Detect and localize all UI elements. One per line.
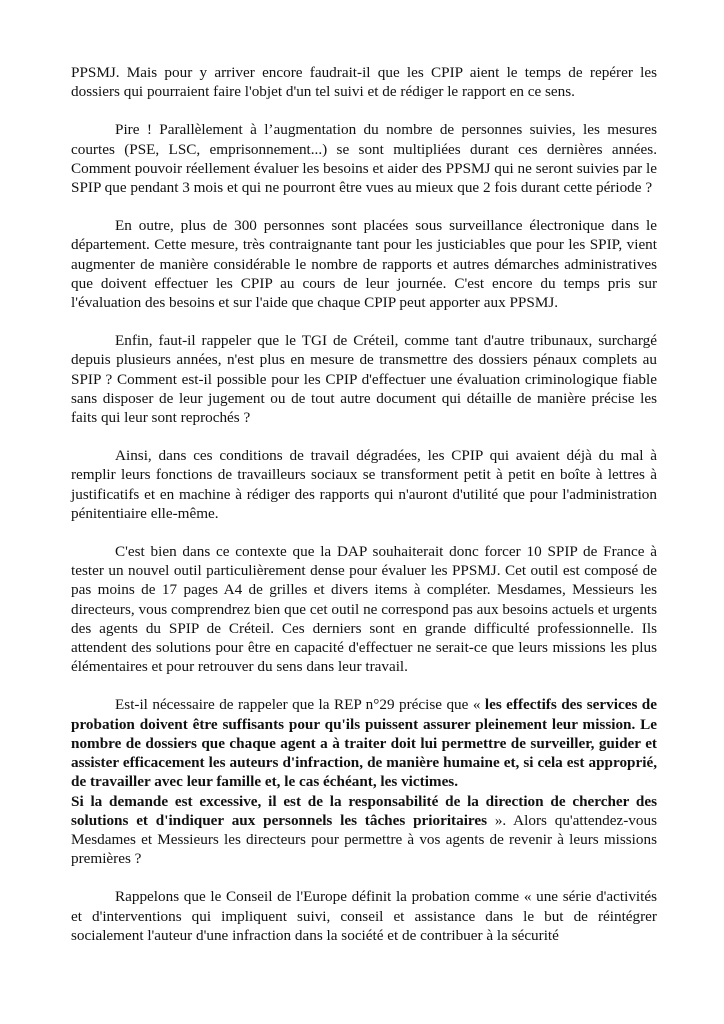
document-page [71,63,657,964]
paragraph-rep-29-continued [71,792,657,869]
paragraph-conditions-degradees: Ainsi, dans ces conditions de travail dégradées, les CPIP qui avaient déjà du mal à remplir leurs fonctions de travailleurs sociaux se transforment petit à petit en boîte à lettres à justificatifs et en machine à rédiger des rapports qui n'auront d'utilité que pour l'administration pénitentiaire elle-même. [71,447,657,522]
paragraph-surveillance-electronique: En outre, plus de 300 personnes sont placées sous surveillance électronique dans le département. Cette mesure, très contraignante tant pour les justiciables que pour les SPIP, vient augmenter de manière considérable le nombre de rapports et autres démarches administratives que doivent effectuer les CPIP au cours de leur journée. C'est encore du temps pris sur l'évaluation des besoins et sur l'aide que chaque CPIP peut apporter aux PPSMJ. [71,217,657,312]
rep-quote-bold-2: Si la demande est excessive, il est de la responsabilité de la direction de chercher des solutions et d'indiquer aux personnels les tâches prioritaires [71,792,657,829]
paragraph-outil-dap: C'est bien dans ce contexte que la DAP souhaiterait donc forcer 10 SPIP de France à tester un nouvel outil particulièrement dense pour évaluer les PPSMJ. Cet outil est composé de pas moins de 17 pages A4 de grilles et divers items à compléter. Mesdames, Messieurs les directeurs, vous comprendrez bien que cet outil ne correspond pas aux besoins actuels et urgents des agents du SPIP de Créteil. Ces derniers sont en grande difficulté professionnelle. Ils attendent des solutions pour être en capacité d'effectuer ne serait-ce que leurs missions les plus élémentaires et pour retrouver du sens dans leur travail. [71,543,657,676]
rep-quote-bold-1: les effectifs des services de probation doivent être suffisants pour qu'ils puissent assurer pleinement leur mission. Le nombre de dossiers que chaque agent a à traiter doit lui permettre de surveiller, guider et assister efficacement les auteurs d'infraction, de manière humaine et, si cela est approprié, de travailler avec leur famille et, le cas échéant, les victimes. [71,696,657,791]
paragraph-conseil-europe: Rappelons que le Conseil de l'Europe définit la probation comme « une série d'activités et d'interventions qui impliquent suivi, conseil et assistance dans le but de réintégrer socialement l'auteur d'une infraction dans la société et de contribuer à la sécurité [71,888,657,944]
paragraph-mesures-courtes: Pire ! Parallèlement à l’augmentation du nombre de personnes suivies, les mesures courtes (PSE, LSC, emprisonnement...) se sont multipliées durant ces dernières années. Comment pouvoir réellement évaluer les besoins et aider des PPSMJ qui ne seront suivies par le SPIP que pendant 3 mois et qui ne pourront être vues au mieux que 2 fois durant cette période ? [71,121,657,197]
rep-outro-text: ». Alors qu'attendez-vous Mesdames et Messieurs les directeurs pour permettre à vos agents de revenir à leurs missions premières ? [71,811,657,868]
paragraph-continuation: PPSMJ. Mais pour y arriver encore faudrait-il que les CPIP aient le temps de repérer les dossiers qui pourraient faire l'objet d'un tel suivi et de rédiger le rapport en ce sens. [71,64,657,101]
paragraph-tgi-creteil: Enfin, faut-il rappeler que le TGI de Créteil, comme tant d'autre tribunaux, surchargé depuis plusieurs années, n'est plus en mesure de transmettre des dossiers pénaux complets au SPIP ? Comment est-il possible pour les CPIP d'effectuer une évaluation criminologique fiable sans disposer de leur jugement ou de tout autre document qui détaille de manière précise les faits qui leur sont reprochés ? [71,332,657,427]
paragraph-rep-29 [71,695,657,791]
rep-intro-text: Est-il nécessaire de rappeler que la REP n°29 précise que « [115,696,485,714]
